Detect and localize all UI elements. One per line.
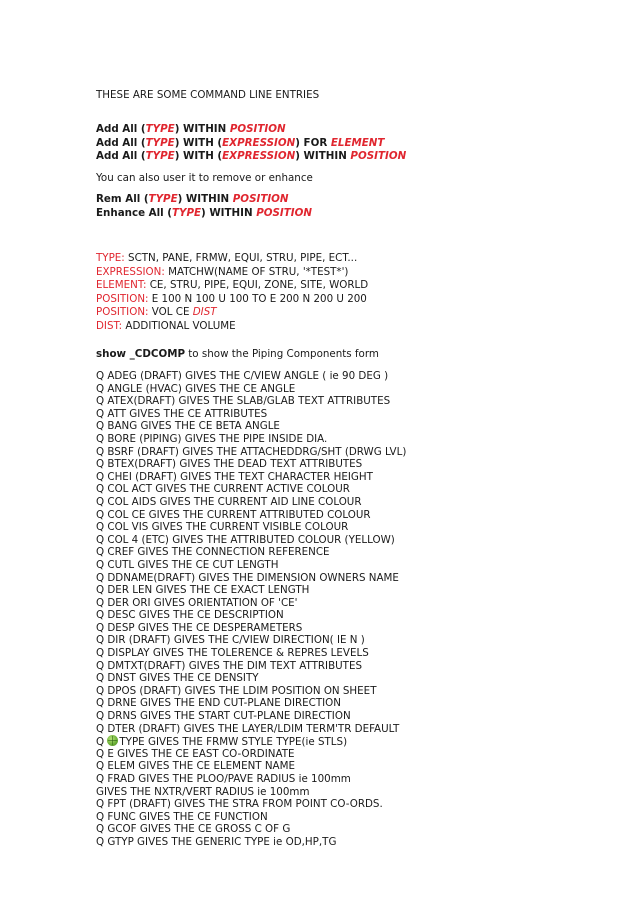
query-text: Q FUNC GIVES THE CE FUNCTION xyxy=(96,810,268,823)
query-text: Q DESP GIVES THE CE DESPERAMETERS xyxy=(96,621,303,634)
definition-line xyxy=(96,293,368,307)
query-line xyxy=(96,483,406,496)
query-line xyxy=(96,420,406,433)
query-line xyxy=(96,509,406,522)
rem-command-line xyxy=(96,193,312,207)
definition-text: VOL CE xyxy=(148,306,193,318)
add-command-line xyxy=(96,123,406,137)
command-text: ) WITHIN xyxy=(177,193,233,205)
show-command xyxy=(96,348,379,362)
command-text: ) WITHIN xyxy=(174,123,230,135)
rem-enhance-commands xyxy=(96,193,312,220)
keyword: ELEMENT xyxy=(330,136,385,149)
query-text: Q ANGLE (HVAC) GIVES THE CE ANGLE xyxy=(96,382,296,395)
definition-text: ADDITIONAL VOLUME xyxy=(122,319,236,332)
query-line xyxy=(96,786,406,799)
query-line xyxy=(96,735,406,748)
definition-line xyxy=(96,266,368,280)
query-text: Q GCOF GIVES THE CE GROSS C OF G xyxy=(96,823,291,836)
globe-icon xyxy=(107,735,118,746)
add-command-line xyxy=(96,137,406,151)
type-keyword: TYPE xyxy=(148,193,178,205)
command-text: Add All ( xyxy=(96,136,146,149)
query-text: Q FPT (DRAFT) GIVES THE STRA FROM POINT CO-ORDS. xyxy=(96,798,383,811)
type-keyword: TYPE xyxy=(145,123,175,135)
query-line xyxy=(96,823,406,836)
note-text: You can also user it to remove or enhance xyxy=(96,172,313,184)
add-command-line xyxy=(96,150,406,164)
query-text: Q DPOS (DRAFT) GIVES THE LDIM POSITION ON SHEET xyxy=(96,684,377,697)
query-line xyxy=(96,836,406,849)
query-line xyxy=(96,597,406,610)
page-heading: THESE ARE SOME COMMAND LINE ENTRIES xyxy=(96,89,320,101)
query-text: Q GTYP GIVES THE GENERIC TYPE ie OD,HP,TG xyxy=(96,835,337,848)
query-text: Q DNST GIVES THE CE DENSITY xyxy=(96,672,259,685)
query-text: Q DRNS GIVES THE START CUT-PLANE DIRECTION xyxy=(96,710,351,723)
query-text: Q CHEI (DRAFT) GIVES THE TEXT CHARACTER HEIGHT xyxy=(96,470,373,483)
query-line xyxy=(96,395,406,408)
add-commands xyxy=(96,123,406,164)
query-list xyxy=(96,370,406,849)
query-line xyxy=(96,748,406,761)
query-text: Q DER LEN GIVES THE CE EXACT LENGTH xyxy=(96,584,310,597)
type-keyword: TYPE xyxy=(145,136,175,149)
query-line xyxy=(96,496,406,509)
command-text: ) WITH ( xyxy=(174,150,223,162)
query-line xyxy=(96,723,406,736)
query-text: Q BTEX(DRAFT) GIVES THE DEAD TEXT ATTRIBUTES xyxy=(96,458,363,471)
keyword: EXPRESSION xyxy=(222,150,296,162)
definition-text: SCTN, PANE, FRMW, EQUI, STRU, PIPE, ECT... xyxy=(124,252,358,264)
keyword: POSITION xyxy=(256,206,312,219)
query-text: Q BORE (PIPING) GIVES THE PIPE INSIDE DIA. xyxy=(96,432,328,445)
query-line xyxy=(96,546,406,559)
query-line xyxy=(96,622,406,635)
rem-command-line xyxy=(96,207,312,221)
query-text: Q COL 4 (ETC) GIVES THE ATTRIBUTED COLOUR (YELLOW) xyxy=(96,533,395,546)
query-prefix: Q xyxy=(96,736,108,749)
keyword: POSITION xyxy=(350,150,407,162)
query-text: Q COL AIDS GIVES THE CURRENT AID LINE COLOUR xyxy=(96,495,362,508)
query-text: Q DMTXT(DRAFT) GIVES THE DIM TEXT ATTRIBUTES xyxy=(96,659,362,672)
definition-text: E 100 N 100 U 100 TO E 200 N 200 U 200 xyxy=(148,292,367,305)
query-text: TYPE GIVES THE FRMW STYLE TYPE(ie STLS) xyxy=(119,736,348,749)
query-line xyxy=(96,760,406,773)
query-text: Q DESC GIVES THE CE DESCRIPTION xyxy=(96,609,284,622)
command-text: Rem All ( xyxy=(96,193,149,205)
query-text: Q DISPLAY GIVES THE TOLERENCE & REPRES LEVELS xyxy=(96,647,369,660)
definition-text: CE, STRU, PIPE, EQUI, ZONE, SITE, WORLD xyxy=(146,279,369,291)
query-line xyxy=(96,634,406,647)
query-line xyxy=(96,647,406,660)
query-line xyxy=(96,773,406,786)
query-text: Q DRNE GIVES THE END CUT-PLANE DIRECTION xyxy=(96,697,341,710)
query-text: Q DDNAME(DRAFT) GIVES THE DIMENSION OWNERS NAME xyxy=(96,571,399,584)
query-text: Q ATEX(DRAFT) GIVES THE SLAB/GLAB TEXT ATTRIBUTES xyxy=(96,395,391,408)
definition-label: TYPE: xyxy=(96,252,125,264)
definition-line xyxy=(96,306,368,320)
command-text: ) FOR xyxy=(295,136,331,149)
query-line xyxy=(96,458,406,471)
definition-line xyxy=(96,252,368,266)
query-text: Q CREF GIVES THE CONNECTION REFERENCE xyxy=(96,546,330,559)
query-text: Q DIR (DRAFT) GIVES THE C/VIEW DIRECTION( IE N ) xyxy=(96,634,365,647)
query-text: Q COL ACT GIVES THE CURRENT ACTIVE COLOUR xyxy=(96,483,350,496)
query-text: Q CUTL GIVES THE CE CUT LENGTH xyxy=(96,558,279,571)
definitions xyxy=(96,252,368,333)
definition-line xyxy=(96,279,368,293)
definition-text: MATCHW(NAME OF STRU, '*TEST*') xyxy=(164,265,349,278)
command-text: ) WITHIN xyxy=(295,150,351,162)
command-text: ) WITH ( xyxy=(174,136,223,149)
query-line xyxy=(96,383,406,396)
query-line xyxy=(96,609,406,622)
definition-label: POSITION: xyxy=(96,292,149,305)
command-text: ) WITHIN xyxy=(201,206,257,219)
command-text: Enhance All ( xyxy=(96,206,172,219)
query-text: Q COL CE GIVES THE CURRENT ATTRIBUTED COLOUR xyxy=(96,508,371,521)
query-text: Q BANG GIVES THE CE BETA ANGLE xyxy=(96,420,280,433)
definition-label: DIST: xyxy=(96,319,123,332)
query-text: Q ADEG (DRAFT) GIVES THE C/VIEW ANGLE ( ie 90 DEG ) xyxy=(96,370,389,382)
query-text: Q DTER (DRAFT) GIVES THE LAYER/LDIM TERM'TR DEFAULT xyxy=(96,722,400,735)
definition-label: EXPRESSION: xyxy=(96,265,165,278)
definition-line xyxy=(96,320,368,334)
query-line xyxy=(96,798,406,811)
definition-extra: DIST xyxy=(192,306,217,318)
show-command-rest: to show the Piping Components form xyxy=(185,348,379,360)
definition-label: POSITION: xyxy=(96,306,149,318)
keyword: POSITION xyxy=(232,193,289,205)
query-line xyxy=(96,572,406,585)
query-line xyxy=(96,370,406,383)
query-line xyxy=(96,811,406,824)
query-text: Q BSRF (DRAFT) GIVES THE ATTACHEDDRG/SHT (DRWG LVL) xyxy=(96,445,407,458)
query-text: Q ELEM GIVES THE CE ELEMENT NAME xyxy=(96,760,295,773)
command-text: Add All ( xyxy=(96,123,146,135)
query-line xyxy=(96,408,406,421)
query-text: Q FRAD GIVES THE PLOO/PAVE RADIUS ie 100mm xyxy=(96,773,351,785)
query-line xyxy=(96,446,406,459)
query-text: Q ATT GIVES THE CE ATTRIBUTES xyxy=(96,407,268,420)
show-command-bold: show _CDCOMP xyxy=(96,348,185,360)
query-line xyxy=(96,660,406,673)
query-text: GIVES THE NXTR/VERT RADIUS ie 100mm xyxy=(96,785,310,798)
query-line xyxy=(96,672,406,685)
query-line xyxy=(96,559,406,572)
command-text: Add All ( xyxy=(96,150,146,162)
query-line xyxy=(96,685,406,698)
query-text: Q DER ORI GIVES ORIENTATION OF 'CE' xyxy=(96,596,298,609)
type-keyword: TYPE xyxy=(171,206,202,219)
query-line xyxy=(96,710,406,723)
query-line xyxy=(96,433,406,446)
query-line xyxy=(96,471,406,484)
query-line xyxy=(96,521,406,534)
type-keyword: TYPE xyxy=(145,150,175,162)
query-text: Q E GIVES THE CE EAST CO-ORDINATE xyxy=(96,747,295,760)
definition-label: ELEMENT: xyxy=(96,279,147,291)
keyword: POSITION xyxy=(229,123,286,135)
query-text: Q COL VIS GIVES THE CURRENT VISIBLE COLOUR xyxy=(96,521,349,534)
keyword: EXPRESSION xyxy=(222,136,296,149)
query-line xyxy=(96,697,406,710)
query-line xyxy=(96,584,406,597)
query-line xyxy=(96,534,406,547)
